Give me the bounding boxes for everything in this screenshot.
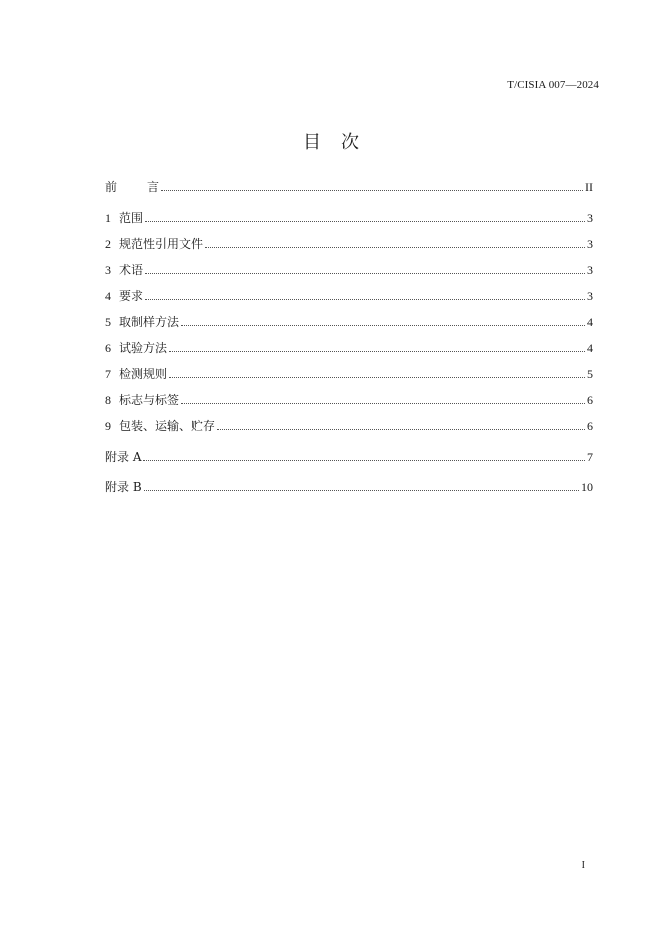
toc-entry-label: 试验方法 (119, 341, 168, 355)
toc-entry-number: 5 (105, 315, 111, 329)
toc-entry-8[interactable] (105, 392, 593, 408)
toc-entry-9[interactable] (105, 418, 593, 434)
toc-entry-appendix-a[interactable] (105, 449, 593, 465)
toc-leader-dots (205, 247, 585, 248)
toc-leader-dots (143, 460, 585, 461)
title-char-1: 目 (303, 132, 321, 153)
toc-leader-dots (144, 490, 579, 491)
toc-entry-label: 标志与标签 (119, 393, 180, 407)
toc-entry-foreword[interactable] (105, 179, 593, 195)
toc-entry-number: 6 (105, 341, 111, 355)
toc-leader-dots (145, 299, 585, 300)
toc-leader-dots (145, 221, 585, 222)
toc-entry-number: 9 (105, 419, 111, 433)
toc-entry-4[interactable] (105, 288, 593, 304)
toc-entry-page: 10 (581, 480, 593, 494)
toc-entry-5[interactable] (105, 314, 593, 330)
toc-entry-label: 附录 B (105, 480, 142, 494)
toc-entry-label: 范围 (119, 211, 144, 225)
toc-entry-number: 2 (105, 237, 111, 251)
toc-entry-page: 7 (587, 450, 593, 464)
title-char-2: 次 (341, 132, 359, 153)
toc-entry-page: 3 (587, 289, 593, 303)
toc-entry-page: 5 (587, 367, 593, 381)
toc-entry-label: 要求 (119, 289, 144, 303)
toc-leader-dots (217, 429, 585, 430)
toc-entry-page: 4 (587, 341, 593, 355)
toc-leader-dots (169, 377, 585, 378)
page-title (0, 128, 662, 154)
toc-entry-number: 7 (105, 367, 111, 381)
toc-entry-page: II (585, 180, 593, 194)
document-code: T/CISIA 007—2024 (507, 79, 599, 91)
toc-entry-label: 附录 A (105, 450, 142, 464)
toc-entry-label: 检测规则 (119, 367, 168, 381)
toc-entry-appendix-b[interactable] (105, 479, 593, 495)
toc-leader-dots (181, 325, 585, 326)
toc-entry-label: 取制样方法 (119, 315, 180, 329)
toc-leader-dots (145, 273, 585, 274)
toc-entry-page: 3 (587, 263, 593, 277)
toc-leader-dots (161, 190, 583, 191)
page-number: I (581, 860, 585, 871)
toc-entry-3[interactable] (105, 262, 593, 278)
toc-leader-dots (181, 403, 585, 404)
toc-entry-label: 前 言 (105, 180, 160, 194)
toc-entry-number: 3 (105, 263, 111, 277)
toc-entry-6[interactable] (105, 340, 593, 356)
toc-entry-page: 3 (587, 211, 593, 225)
toc-entry-page: 3 (587, 237, 593, 251)
toc-entry-number: 4 (105, 289, 111, 303)
toc-entry-page: 6 (587, 393, 593, 407)
toc-entry-label: 术语 (119, 263, 144, 277)
toc-entry-label: 包装、运输、贮存 (119, 419, 216, 433)
toc-entry-number: 8 (105, 393, 111, 407)
toc-entry-page: 4 (587, 315, 593, 329)
toc-entry-page: 6 (587, 419, 593, 433)
toc-entry-number: 1 (105, 211, 111, 225)
toc-entry-label: 规范性引用文件 (119, 237, 204, 251)
toc-entry-7[interactable] (105, 366, 593, 382)
toc-entry-1[interactable] (105, 210, 593, 226)
toc-entry-2[interactable] (105, 236, 593, 252)
toc-leader-dots (169, 351, 585, 352)
